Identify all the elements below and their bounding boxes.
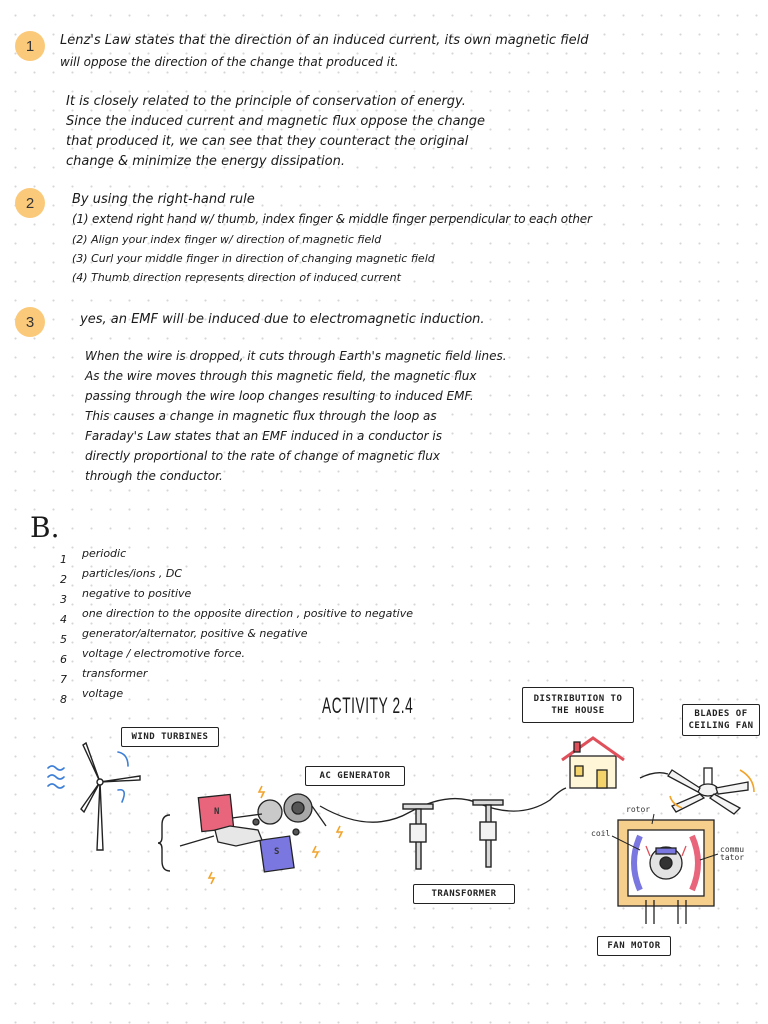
transformer-pole-icon	[403, 800, 503, 869]
text-line: through the conductor.	[85, 469, 223, 483]
text-line: passing through the wire loop changes resulting to induced EMF.	[85, 389, 474, 403]
blades-label: BLADES OF CEILING FAN	[682, 704, 760, 736]
list-item: 8 voltage	[60, 687, 124, 706]
section-b-list	[60, 548, 480, 708]
fan-motor-label: FAN MOTOR	[597, 936, 671, 956]
transformer-label: TRANSFORMER	[413, 884, 515, 904]
text-line: (2) Align your index finger w/ direction of magnetic field	[72, 233, 382, 246]
list-item: 1 periodic	[60, 547, 127, 566]
list-item: 7 transformer	[60, 667, 148, 686]
text-line: Since the induced current and magnetic flux oppose the change	[66, 114, 486, 129]
activity-title: ACTIVITY 2.4	[322, 693, 414, 718]
magnet-n-label: N	[214, 807, 220, 817]
text-line: This causes a change in magnetic flux through the loop as	[85, 409, 437, 423]
text-line: By using the right-hand rule	[72, 192, 255, 207]
list-item: 5 generator/alternator, positive & negative	[60, 627, 308, 646]
answer-number-badge: 2	[15, 188, 45, 218]
distribution-label: DISTRIBUTION TO THE HOUSE	[522, 687, 634, 723]
text-line: It is closely related to the principle of conservation of energy.	[66, 94, 466, 109]
coil-label: coil	[591, 829, 611, 838]
text-line: will oppose the direction of the change that produced it.	[60, 55, 399, 69]
text-line: that produced it, we can see that they counteract the original	[66, 134, 469, 149]
text-line: As the wire moves through this magnetic field, the magnetic flux	[85, 369, 477, 383]
ac-generator-label: AC GENERATOR	[305, 766, 405, 786]
text-line: (4) Thumb direction represents direction of induced current	[72, 271, 401, 284]
text-line: (1) extend right hand w/ thumb, index finger & middle finger perpendicular to each other	[72, 212, 592, 226]
answer-number-badge: 3	[15, 307, 45, 337]
list-item: 6 voltage / electromotive force.	[60, 647, 246, 666]
list-item: 3 negative to positive	[60, 587, 192, 606]
magnet-s-label: S	[274, 847, 280, 857]
wind-turbines-label: WIND TURBINES	[121, 727, 219, 747]
section-b-heading: B.	[30, 511, 60, 544]
text-line: yes, an EMF will be induced due to electromagnetic induction.	[80, 312, 485, 327]
text-line: directly proportional to the rate of change of magnetic flux	[85, 449, 440, 463]
list-item: 2 particles/ions , DC	[60, 567, 183, 586]
wind-icon	[48, 752, 128, 802]
commutator-label: commu tator	[720, 845, 745, 863]
text-line: Lenz's Law states that the direction of an induced current, its own magnetic field	[60, 33, 589, 48]
wind-turbine-icon	[81, 743, 140, 850]
list-item: 4 one direction to the opposite direction , positive to negative	[60, 607, 414, 626]
text-line: Faraday's Law states that an EMF induced in a conductor is	[85, 429, 442, 443]
ac-generator-icon	[180, 794, 326, 872]
text-line: When the wire is dropped, it cuts through Earth's magnetic field lines.	[85, 349, 507, 363]
rotor-label: rotor	[626, 805, 651, 814]
fan-motor-icon	[618, 820, 714, 924]
text-line: change & minimize the energy dissipation.	[66, 154, 345, 169]
text-line: (3) Curl your middle finger in direction of changing magnetic field	[72, 252, 435, 265]
answer-number-badge: 1	[15, 31, 45, 61]
house-icon	[562, 738, 624, 788]
